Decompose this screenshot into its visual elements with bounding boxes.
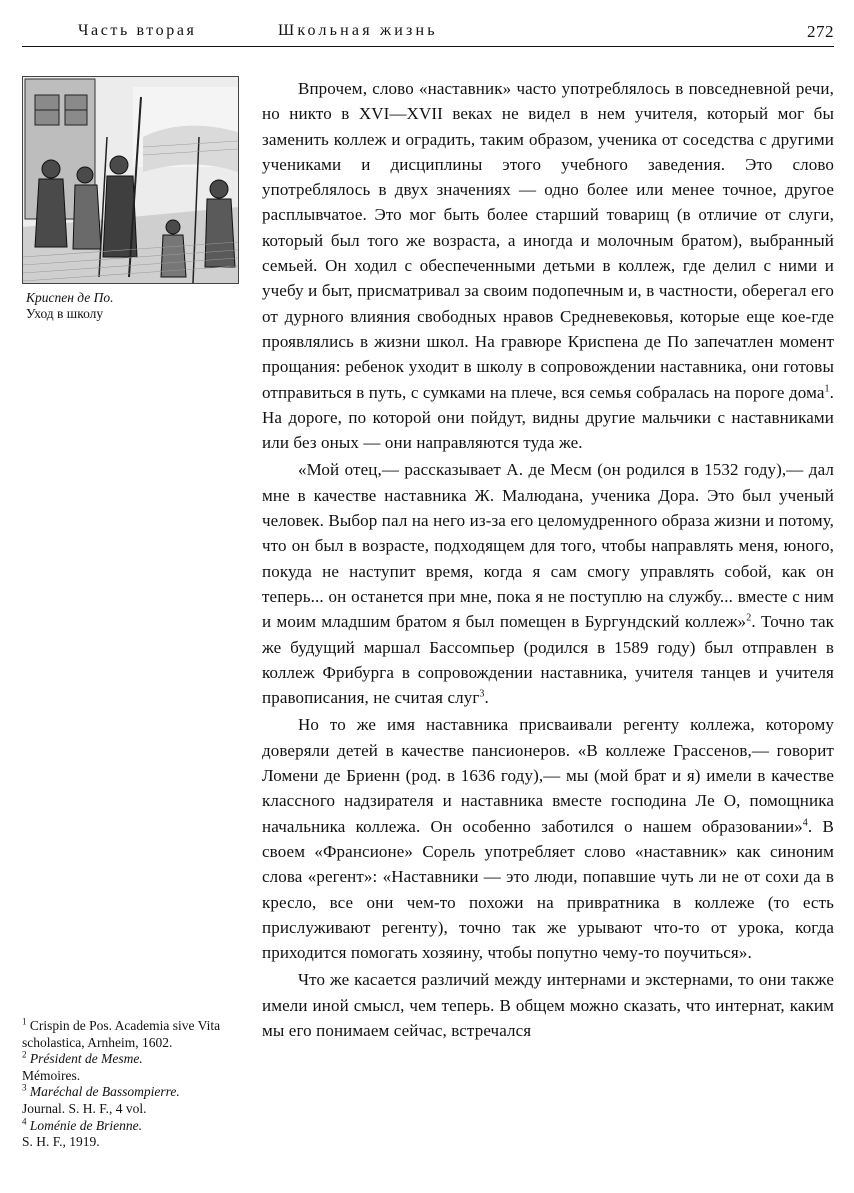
paragraph-4 [262, 967, 834, 1043]
paragraph-text: Но то же имя наставника присваивали регенту коллежа, которому доверяли детей в качестве пансионеров. «В коллеже Грассенов,— говорит Ломени де Бриенн (род. в 1636 году),— мы (мой брат и я) имели в качестве классного надзирателя и наставника вместе господина Ле О, помощника начальника коллежа. Он особенно заботился о нашем образовании» [262, 715, 834, 836]
footnote-author: Maréchal de Bassompierre. [29, 1084, 180, 1100]
engraving-illustration [22, 76, 239, 284]
footnote-author: Crispin de Pos. [29, 1018, 113, 1033]
main-text [262, 76, 834, 1043]
header-section-title: Школьная жизнь [278, 22, 438, 39]
footnote-4 [22, 1118, 244, 1151]
paragraph-text: Что же касается различий между интернами и экстернами, то они также имели иной смысл, чем теперь. В общем можно сказать, что интернат, каким мы его понимаем сейчас, встречался [262, 970, 834, 1040]
engraving-image [23, 77, 238, 283]
footnote-text: S. H. F., 1919. [22, 1134, 100, 1150]
caption-author: Криспен де По. [26, 290, 114, 305]
paragraph-text: Впрочем, слово «наставник» часто употреблялось в повседневной речи, но никто в XVI—XVII веках не видел в нем учителя, который мог бы заменить коллеж и оградить, таким образом, ученика от соседства с другими учениками и дисциплины этого учебного заведения. Это слово употреблялось в двух значениях — одно более или менее точное, другое расплывчатое. Это мог быть более старший товарищ (в отличие от слуги, который был того же возраста, а иногда и молочным братом), выбранный семьей. Он ходил с обеспеченными детьми в коллеж, где делил с ними и учебу и быт, присматривал за своим подопечным и, в частности, оберегал его от дурного влияния свободных нравов Средневековья, которые еще кое-где проявлялись в жизни школ. На гравюре Криспена де По запечатлен момент прощания: ребенок уходит в школу в сопровождении наставника, они готовы отправиться в путь, с сумками на плече, вся семья собралась на пороге дома [262, 79, 834, 402]
footnote-ref[interactable]: 4 [802, 816, 808, 828]
header-part-title: Часть вторая [78, 22, 197, 39]
paragraph-text: . На дороге, по которой они пойдут, видны другие мальчики с наставниками или без оных — они направляются туда же. [262, 382, 834, 453]
caption-title: Уход в школу [26, 306, 104, 321]
footnote-text: Academia sive Vita scholastica, Arnheim, 1602. [22, 1018, 221, 1050]
footnote-author: Président de Mesme. [29, 1051, 143, 1067]
footnote-number: 1 [22, 1016, 27, 1027]
header-rule [22, 46, 834, 47]
paragraph-2 [262, 457, 834, 710]
footnote-number: 3 [22, 1082, 27, 1093]
running-header [22, 0, 834, 46]
footnote-text: Journal. S. H. F., 4 vol. [22, 1100, 147, 1116]
footnote-2 [22, 1051, 244, 1084]
paragraph-text: . Точно так же будущий маршал Бассомпьер (родился в 1589 году) был отправлен в коллеж Фрибурга в сопровождении наставника, учителя танцев и учителя правописания, не считая слуг [262, 612, 835, 708]
footnote-number: 4 [22, 1116, 27, 1127]
footnotes [22, 1018, 244, 1151]
footnote-author: Loménie de Brienne. [29, 1117, 142, 1133]
footnote-number: 2 [22, 1049, 27, 1060]
figure-caption [26, 290, 226, 322]
footnote-ref[interactable]: 1 [824, 382, 830, 394]
paragraph-text: . [484, 688, 489, 708]
paragraph-text: «Мой отец,— рассказывает А. де Месм (он родился в 1532 году),— дал мне в качестве наставника Ж. Малюдана, ученика Дора. Это был ученый человек. Выбор пал на него из-за его целомудренного образа жизни и потому, что он был в возрасте, подходящем для того, чтобы направлять меня, юного, покуда не наступит время, когда я сам смогу управлять собой, как он теперь... он останется при мне, пока я не поступлю на службу... вместе с ним и моим младшим братом я был помещен в Бургундский коллеж» [262, 460, 834, 632]
footnote-1 [22, 1018, 244, 1051]
paragraph-1 [262, 76, 834, 455]
footnote-3 [22, 1084, 244, 1117]
footnote-text: Mémoires. [22, 1067, 81, 1083]
footnote-ref[interactable]: 2 [746, 612, 752, 624]
footnote-ref[interactable]: 3 [479, 688, 485, 700]
page-number: 272 [807, 22, 834, 41]
paragraph-text: . В своем «Франсионе» Сорель употребляет слово «наставник» как синоним слова «регент»: «Наставники — это люди, попавшие чуть ли не от сохи да в кресло, все они чем-то похожи на привратника в коллеже (то есть прислуживают регенту), точно так же урывают что-то от урока, когда приходится помогать хозяину, чтобы попутно чему-то поучиться». [262, 816, 834, 963]
paragraph-3 [262, 712, 834, 965]
